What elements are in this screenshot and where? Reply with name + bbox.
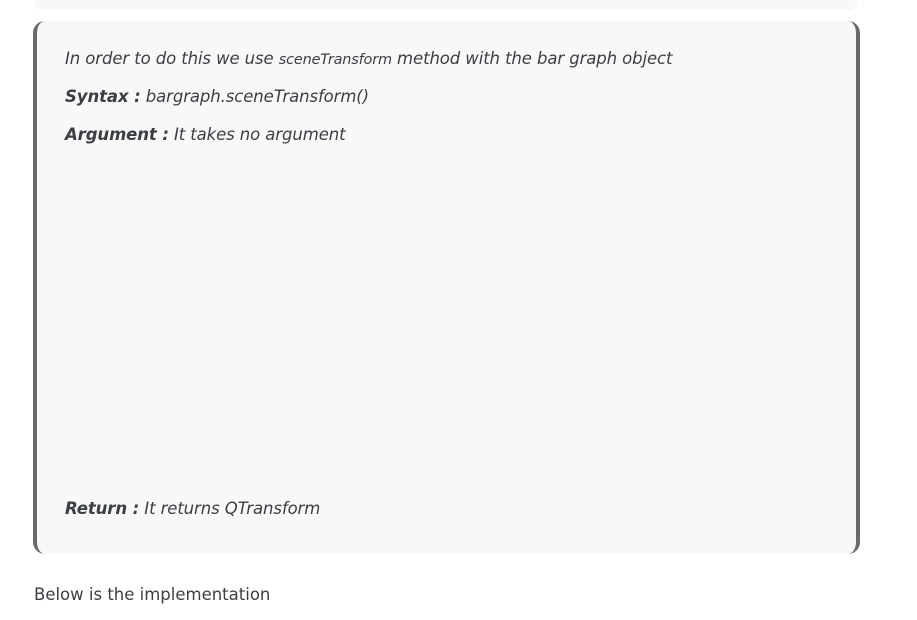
- return-label: Return :: [65, 499, 140, 518]
- argument-value: It takes no argument: [173, 125, 346, 144]
- method-note-box: [33, 21, 860, 554]
- argument-label: Argument :: [65, 125, 169, 144]
- previous-content-box: [34, 0, 857, 10]
- syntax-value: bargraph.sceneTransform(): [145, 87, 369, 106]
- syntax-label: Syntax :: [65, 87, 141, 106]
- return-value: It returns QTransform: [144, 499, 321, 518]
- intro-suffix: method with the bar graph object: [397, 49, 673, 68]
- intro-prefix: In order to do this we use: [65, 49, 274, 68]
- syntax-line: [65, 86, 369, 108]
- argument-line: [65, 124, 345, 146]
- intro-line: [65, 48, 672, 71]
- return-line: [65, 498, 320, 520]
- method-name: sceneTransform: [278, 52, 392, 68]
- implementation-intro-text: Below is the implementation: [34, 585, 271, 604]
